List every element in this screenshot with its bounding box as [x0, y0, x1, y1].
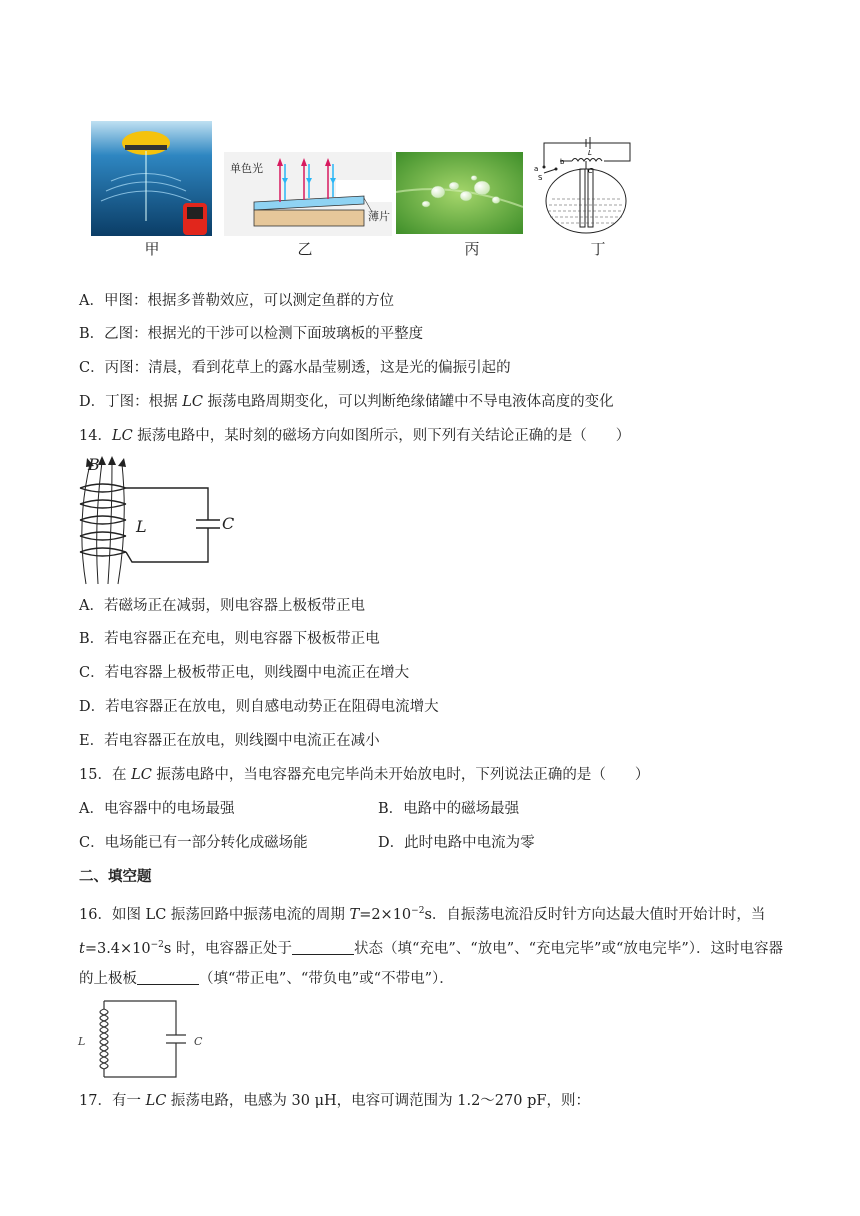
svg-text:L: L — [588, 149, 592, 157]
q16-blank-2[interactable] — [137, 970, 199, 985]
q16-l2-post1: s 时，电容器正处于 — [163, 940, 292, 957]
figure-ding-level-gauge — [532, 133, 636, 237]
q15-lc: LC — [131, 767, 152, 783]
svg-text:b: b — [560, 158, 565, 166]
q17-lc: LC — [145, 1093, 167, 1109]
q14-lc: LC — [111, 428, 133, 444]
q13-option-d — [79, 392, 614, 412]
q13-d-post: 振荡电路周期变化，可以判断绝缘储罐中不导电液体高度的变化 — [202, 394, 614, 410]
q16-line-3 — [79, 969, 454, 989]
q15-option-b: B．电路中的磁场最强 — [378, 801, 520, 817]
svg-text:S: S — [538, 174, 543, 182]
q16-l1-T: T — [349, 906, 360, 923]
q14-number: 14． — [79, 428, 112, 444]
q14-fig-label-l: L — [136, 517, 147, 536]
figure-bing-dew-drops — [396, 152, 523, 234]
q16-line-1 — [79, 901, 765, 925]
q15-option-c: C．电场能已有一部分转化成磁场能 — [79, 835, 308, 851]
q16-l3-pre: 的上极板 — [79, 971, 137, 987]
label-monochromatic-light: 单色光 — [230, 162, 263, 175]
q13-d-lc: LC — [182, 394, 203, 410]
q14-option-c: C．若电容器上极板带正电，则线圈中电流正在增大 — [79, 665, 410, 681]
q16-l1-pre: 16．如图 LC 振荡回路中振荡电流的周期 — [79, 906, 350, 923]
q14-fig-label-b: B — [88, 455, 100, 474]
q15-stem-text: 振荡电路中，当电容器充电完毕尚未开始放电时，下列说法正确的是（ ） — [151, 767, 650, 783]
q14-fig-label-c: C — [222, 514, 235, 533]
q16-l2-val: =3.4×10 — [84, 940, 151, 957]
q14-stem — [79, 426, 630, 446]
q15-stem — [79, 765, 649, 785]
figure-q14-lc-circuit — [72, 454, 242, 586]
q13-option-a: A．甲图：根据多普勒效应，可以测定鱼群的方位 — [79, 293, 394, 309]
q13-d-pre: D．丁图：根据 — [79, 394, 183, 410]
q17-stem-text: 振荡电路，电感为 30 μH，电容可调范围为 1.2～270 pF，则： — [166, 1093, 590, 1109]
caption-jia: 甲 — [144, 240, 160, 258]
q15-option-d: D．此时电路中电流为零 — [378, 835, 535, 851]
caption-bing: 丙 — [464, 240, 480, 258]
section-heading-fill-blank: 二、填空题 — [79, 869, 152, 885]
q16-l1-post: s．自振荡电流沿反时针方向达最大值时开始计时，当 — [424, 906, 766, 923]
figure-yi-interference — [224, 152, 392, 236]
figure-q16-lc-circuit — [76, 997, 214, 1083]
q16-blank-1[interactable] — [292, 940, 354, 955]
q15-number: 15．在 — [79, 767, 132, 783]
svg-text:a: a — [534, 165, 539, 173]
q16-fig-label-l: L — [78, 1035, 86, 1048]
q13-option-b: B．乙图：根据光的干涉可以检测下面玻璃板的平整度 — [79, 326, 424, 342]
q16-l2-t: t — [79, 940, 85, 957]
q16-line-2 — [79, 935, 783, 959]
q17-stem — [79, 1091, 590, 1111]
q14-stem-text: 振荡电路中，某时刻的磁场方向如图所示，则下列有关结论正确的是（ ） — [132, 428, 631, 444]
svg-text:C: C — [588, 167, 593, 175]
q14-option-d: D．若电容器正在放电，则自感电动势正在阻碍电流增大 — [79, 699, 439, 715]
figure-jia-fish-finder — [91, 121, 212, 236]
q16-l2-exp: −2 — [150, 940, 164, 950]
q14-option-a: A．若磁场正在减弱，则电容器上极板带正电 — [79, 598, 365, 614]
label-thin-sheet: 薄片 — [368, 210, 390, 223]
q14-option-b: B．若电容器正在充电，则电容器下极板带正电 — [79, 631, 380, 647]
q16-l2-post2: 状态（填“充电”、“放电”、“充电完毕”或“放电完毕”）．这时电容器 — [353, 940, 784, 957]
q16-l1-val: =2×10 — [359, 906, 412, 923]
q13-option-c: C．丙图：清晨，看到花草上的露水晶莹剔透，这是光的偏振引起的 — [79, 360, 511, 376]
q14-option-e: E．若电容器正在放电，则线圈中电流正在减小 — [79, 733, 380, 749]
caption-ding: 丁 — [590, 240, 606, 258]
q15-option-a: A．电容器中的电场最强 — [79, 801, 235, 817]
q16-l1-exp: −2 — [411, 906, 425, 916]
q16-fig-label-c: C — [194, 1035, 203, 1048]
q17-number: 17．有一 — [79, 1093, 146, 1109]
caption-yi: 乙 — [297, 240, 313, 258]
q16-l3-post: （填“带正电”、“带负电”或“不带电”）． — [199, 971, 454, 987]
